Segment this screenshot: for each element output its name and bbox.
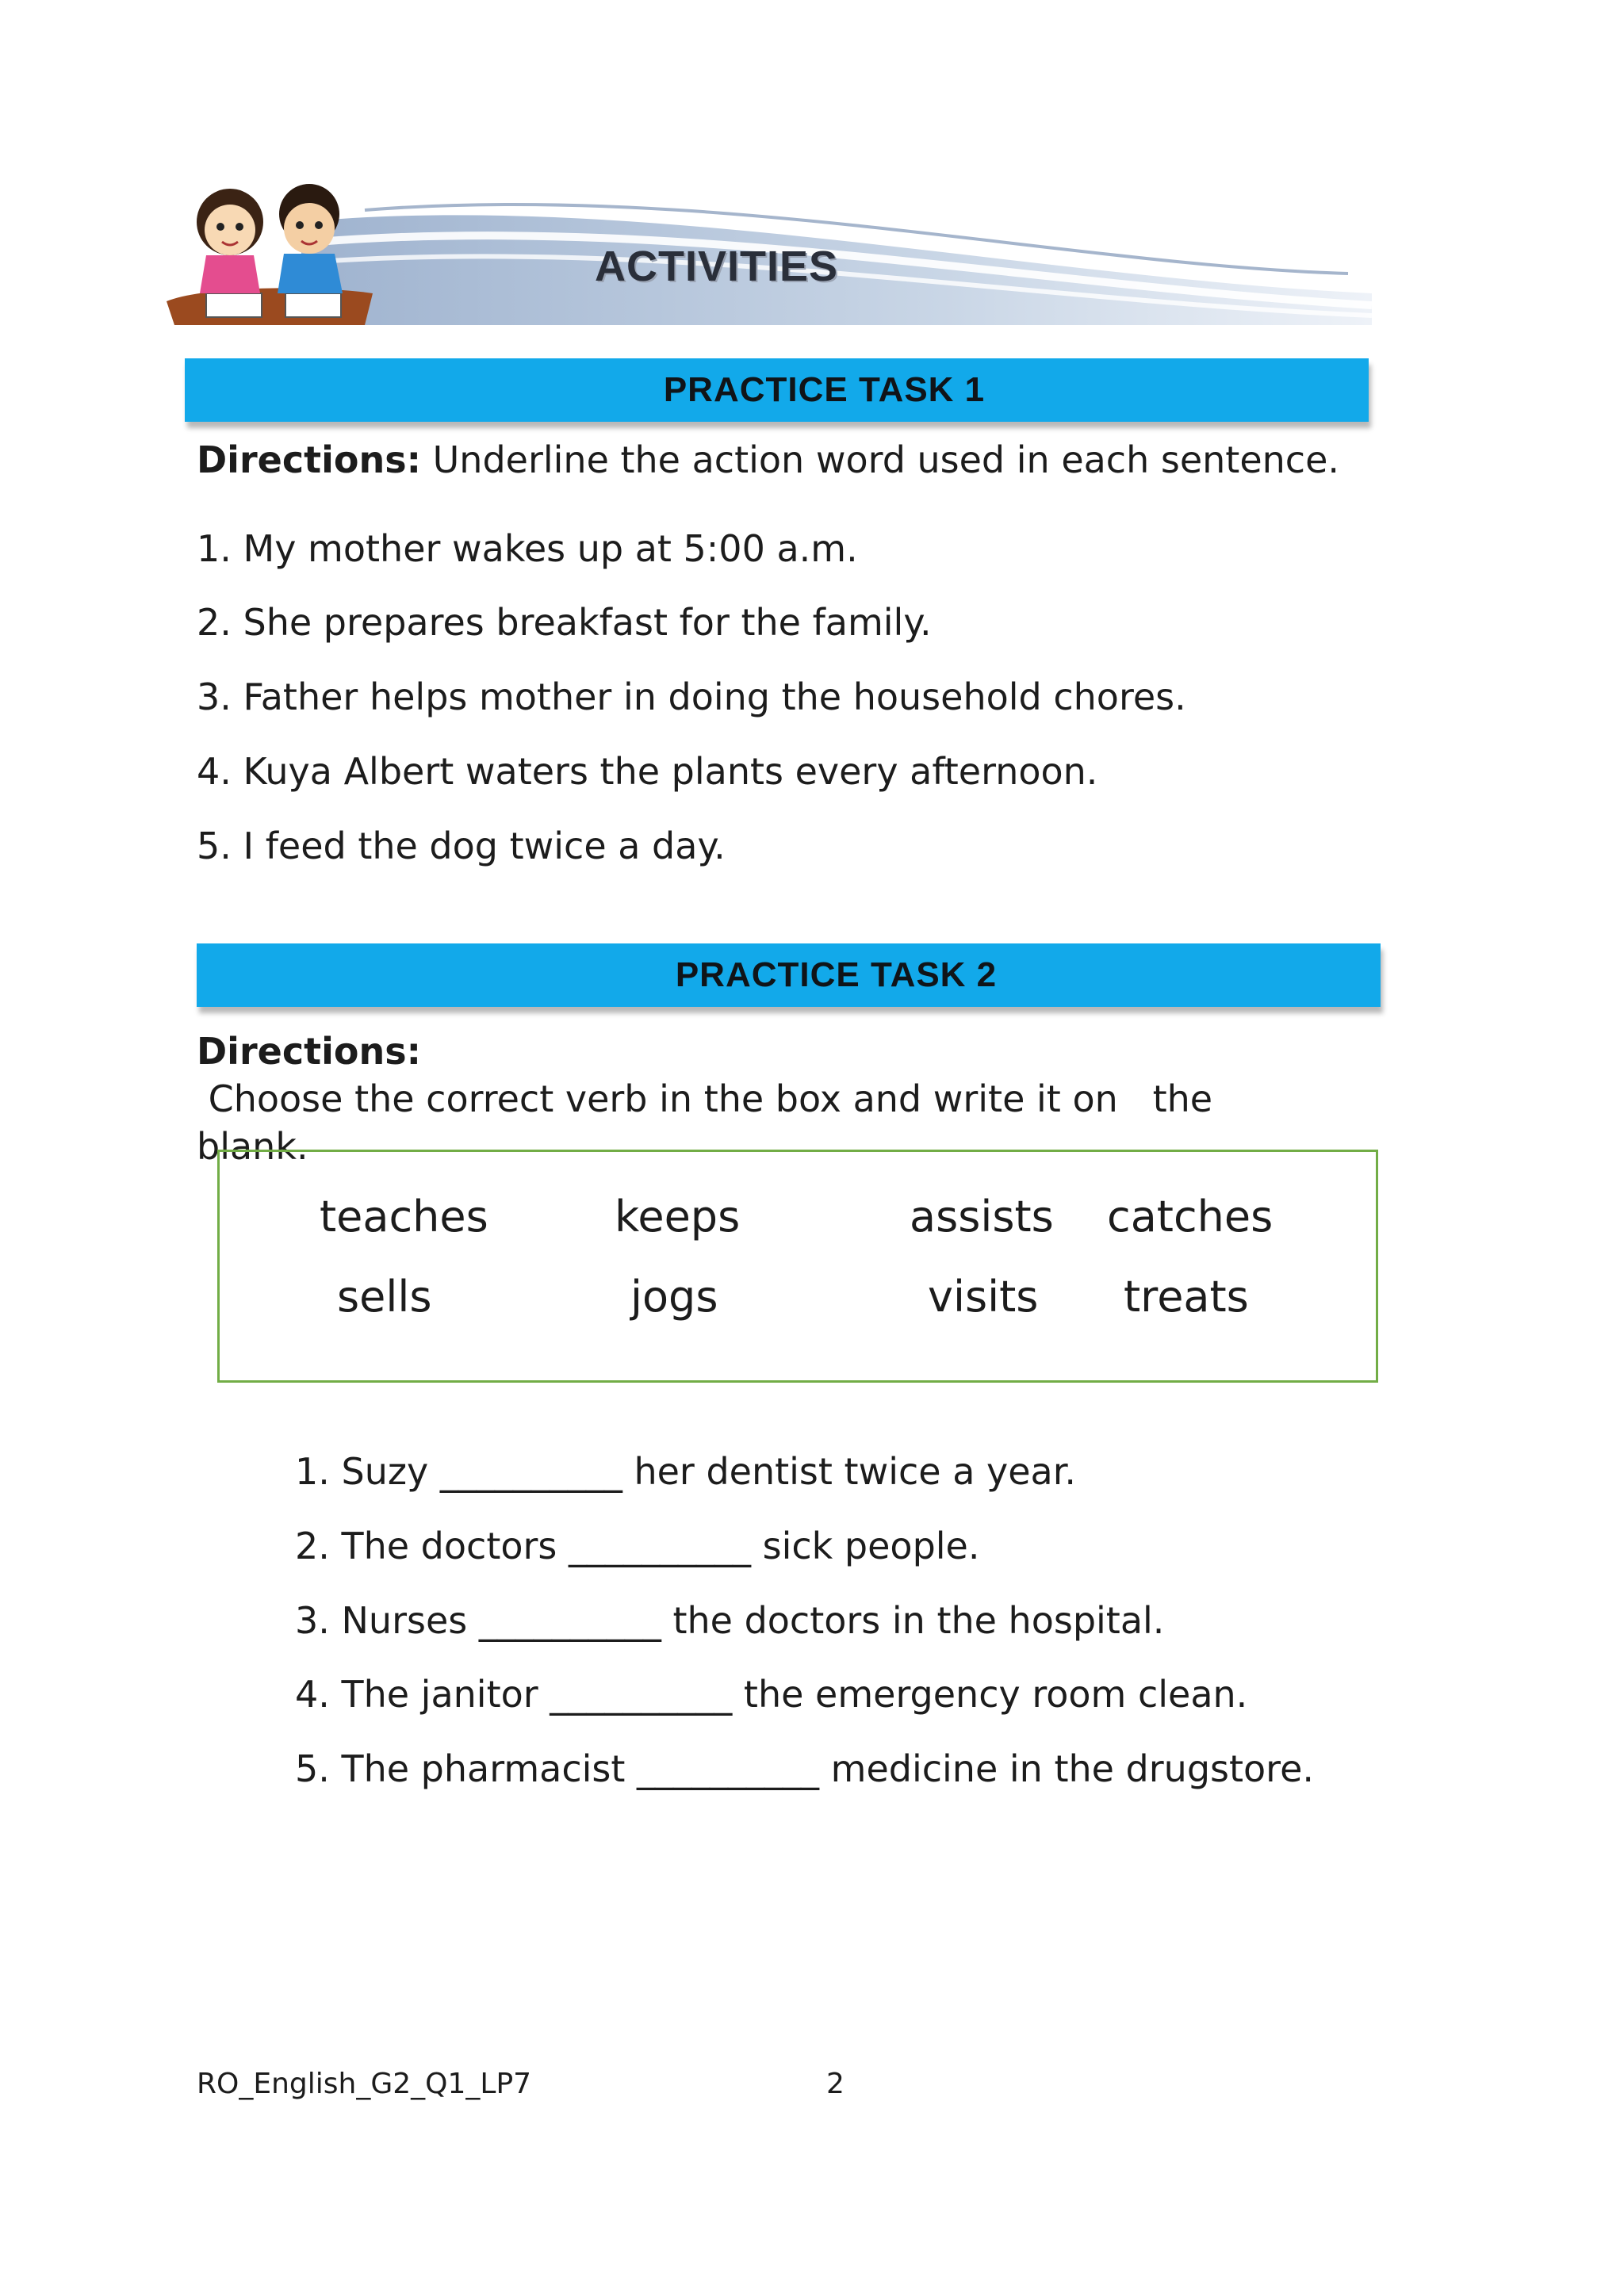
task2-item: 2. The doctors __________ sick people. bbox=[295, 1525, 980, 1567]
word-choice: jogs bbox=[630, 1272, 718, 1322]
word-choice: teaches bbox=[320, 1192, 488, 1242]
directions-text: Choose the correct verb in the box and write it on the bbox=[197, 1077, 1213, 1120]
task2-item: 4. The janitor __________ the emergency room clean. bbox=[295, 1673, 1248, 1716]
document-code: RO_English_G2_Q1_LP7 bbox=[197, 2068, 532, 2100]
directions-text: Underline the action word used in each sentence. bbox=[421, 438, 1339, 481]
word-choice: assists bbox=[910, 1192, 1054, 1242]
word-choice: sells bbox=[337, 1272, 432, 1322]
task-title: PRACTICE TASK 1 bbox=[663, 370, 986, 409]
directions-label: Directions: bbox=[197, 1030, 421, 1073]
directions-text-line2: blank. bbox=[197, 1125, 308, 1168]
task2-directions bbox=[197, 1027, 1434, 1170]
practice-task-2-header bbox=[197, 943, 1381, 1007]
word-choice: catches bbox=[1107, 1192, 1274, 1242]
task1-item: 3. Father helps mother in doing the household chores. bbox=[197, 675, 1186, 718]
task2-item: 1. Suzy __________ her dentist twice a year. bbox=[295, 1450, 1077, 1493]
task1-item: 2. She prepares breakfast for the family. bbox=[197, 601, 932, 644]
word-choice: visits bbox=[928, 1272, 1039, 1322]
task1-item: 1. My mother wakes up at 5:00 a.m. bbox=[197, 527, 858, 570]
word-box bbox=[217, 1150, 1378, 1383]
task2-item: 5. The pharmacist __________ medicine in the drugstore. bbox=[295, 1747, 1314, 1790]
girl-illustration bbox=[197, 189, 263, 293]
page-number: 2 bbox=[826, 2068, 845, 2100]
task1-directions bbox=[197, 436, 1339, 484]
directions-label: Directions: bbox=[197, 438, 421, 481]
word-choice: keeps bbox=[615, 1192, 741, 1242]
task2-item: 3. Nurses __________ the doctors in the hospital. bbox=[295, 1599, 1165, 1642]
page-title: ACTIVITIES bbox=[595, 243, 839, 290]
word-choice: treats bbox=[1124, 1272, 1249, 1322]
task1-item: 5. I feed the dog twice a day. bbox=[197, 825, 726, 867]
task1-item: 4. Kuya Albert waters the plants every afternoon. bbox=[197, 750, 1098, 793]
practice-task-1-header bbox=[185, 358, 1369, 422]
task-title: PRACTICE TASK 2 bbox=[675, 955, 998, 994]
